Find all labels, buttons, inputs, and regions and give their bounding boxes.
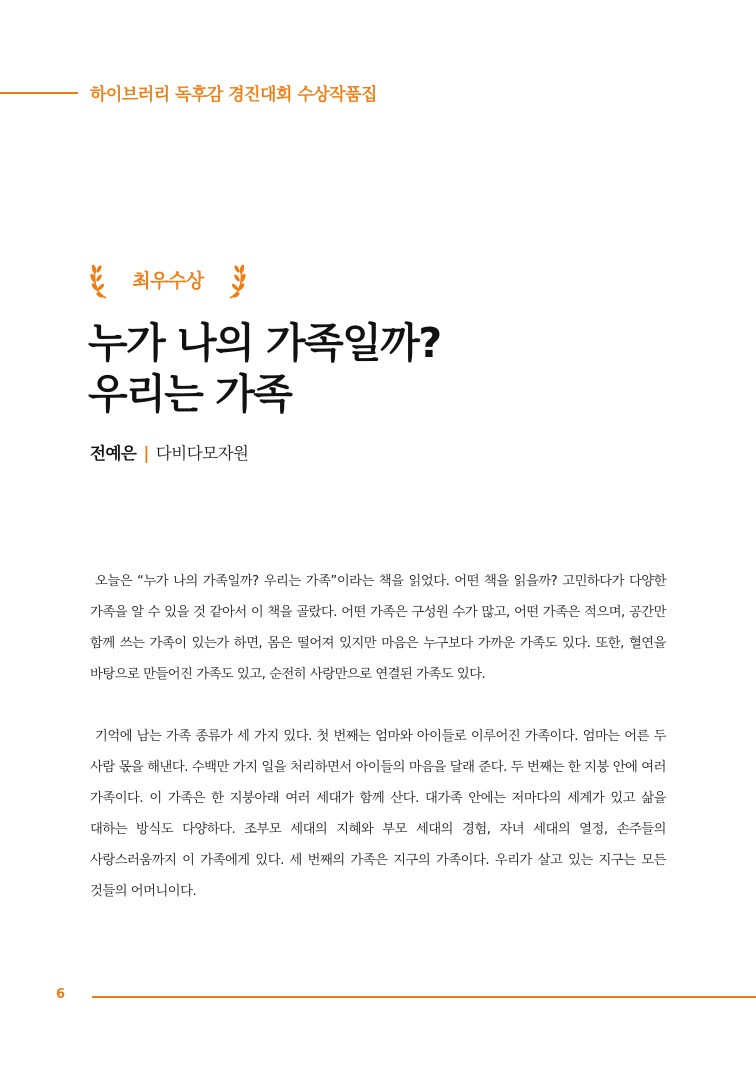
footer-rule <box>92 996 756 998</box>
award-label: 최우수상 <box>132 270 204 292</box>
author-affiliation: 다비다모자원 <box>155 444 249 463</box>
author-name: 전예은 <box>90 444 137 463</box>
paragraph: 오늘은 “누가 나의 가족일까? 우리는 가족”이라는 책을 읽었다. 어떤 책을 읽을까? 고민하다가 다양한 가족을 알 수 있을 것 같아서 이 책을 골랐다. 어떤 가족은 구성원 수가 많고, 어떤 가족은 적으며, 공간만 함께 쓰는 가족이 있는가 하면, 몸은 떨어져 있지만 마음은 누구보다 가까운 가족도 있다. 또한, 혈연을 바탕으로 만들어진 가족도 있고, 순전히 사랑만으로 연결된 가족도 있다. <box>90 574 666 682</box>
paragraph: 기억에 남는 가족 종류가 세 가지 있다. 첫 번째는 엄마와 아이들로 이루어진 가족이다. 엄마는 어른 두 사람 몫을 해낸다. 수백만 가지 일을 처리하면서 아이들의 마음을 달래 준다. 두 번째는 한 지붕 안에 여러 가족이다. 이 가족은 한 지붕아래 여러 세대가 함께 산다. 대가족 안에는 저마다의 세계가 있고 삶을 대하는 방식도 다양하다. 조부모 세대의 지혜와 부모 세대의 경험, 자녀 세대의 열정, 손주들의 사랑스러움까지 이 가족에게 있다. 세 번째의 가족은 지구의 가족이다. 우리가 살고 있는 지구는 모든 것들의 어머니이다. <box>90 729 666 899</box>
award-badge <box>90 256 246 302</box>
page-title <box>88 318 441 420</box>
title-line-2: 우리는 가족 <box>88 370 292 418</box>
laurel-right-icon <box>224 260 246 300</box>
header-title: 하이브러리 독후감 경진대회 수상작품집 <box>90 85 377 105</box>
header-rule <box>0 92 78 94</box>
byline-separator: | <box>143 444 149 463</box>
page-number: 6 <box>56 987 66 1002</box>
title-line-1: 누가 나의 가족일까? <box>88 319 441 367</box>
essay-body <box>90 566 666 907</box>
byline <box>90 440 249 464</box>
